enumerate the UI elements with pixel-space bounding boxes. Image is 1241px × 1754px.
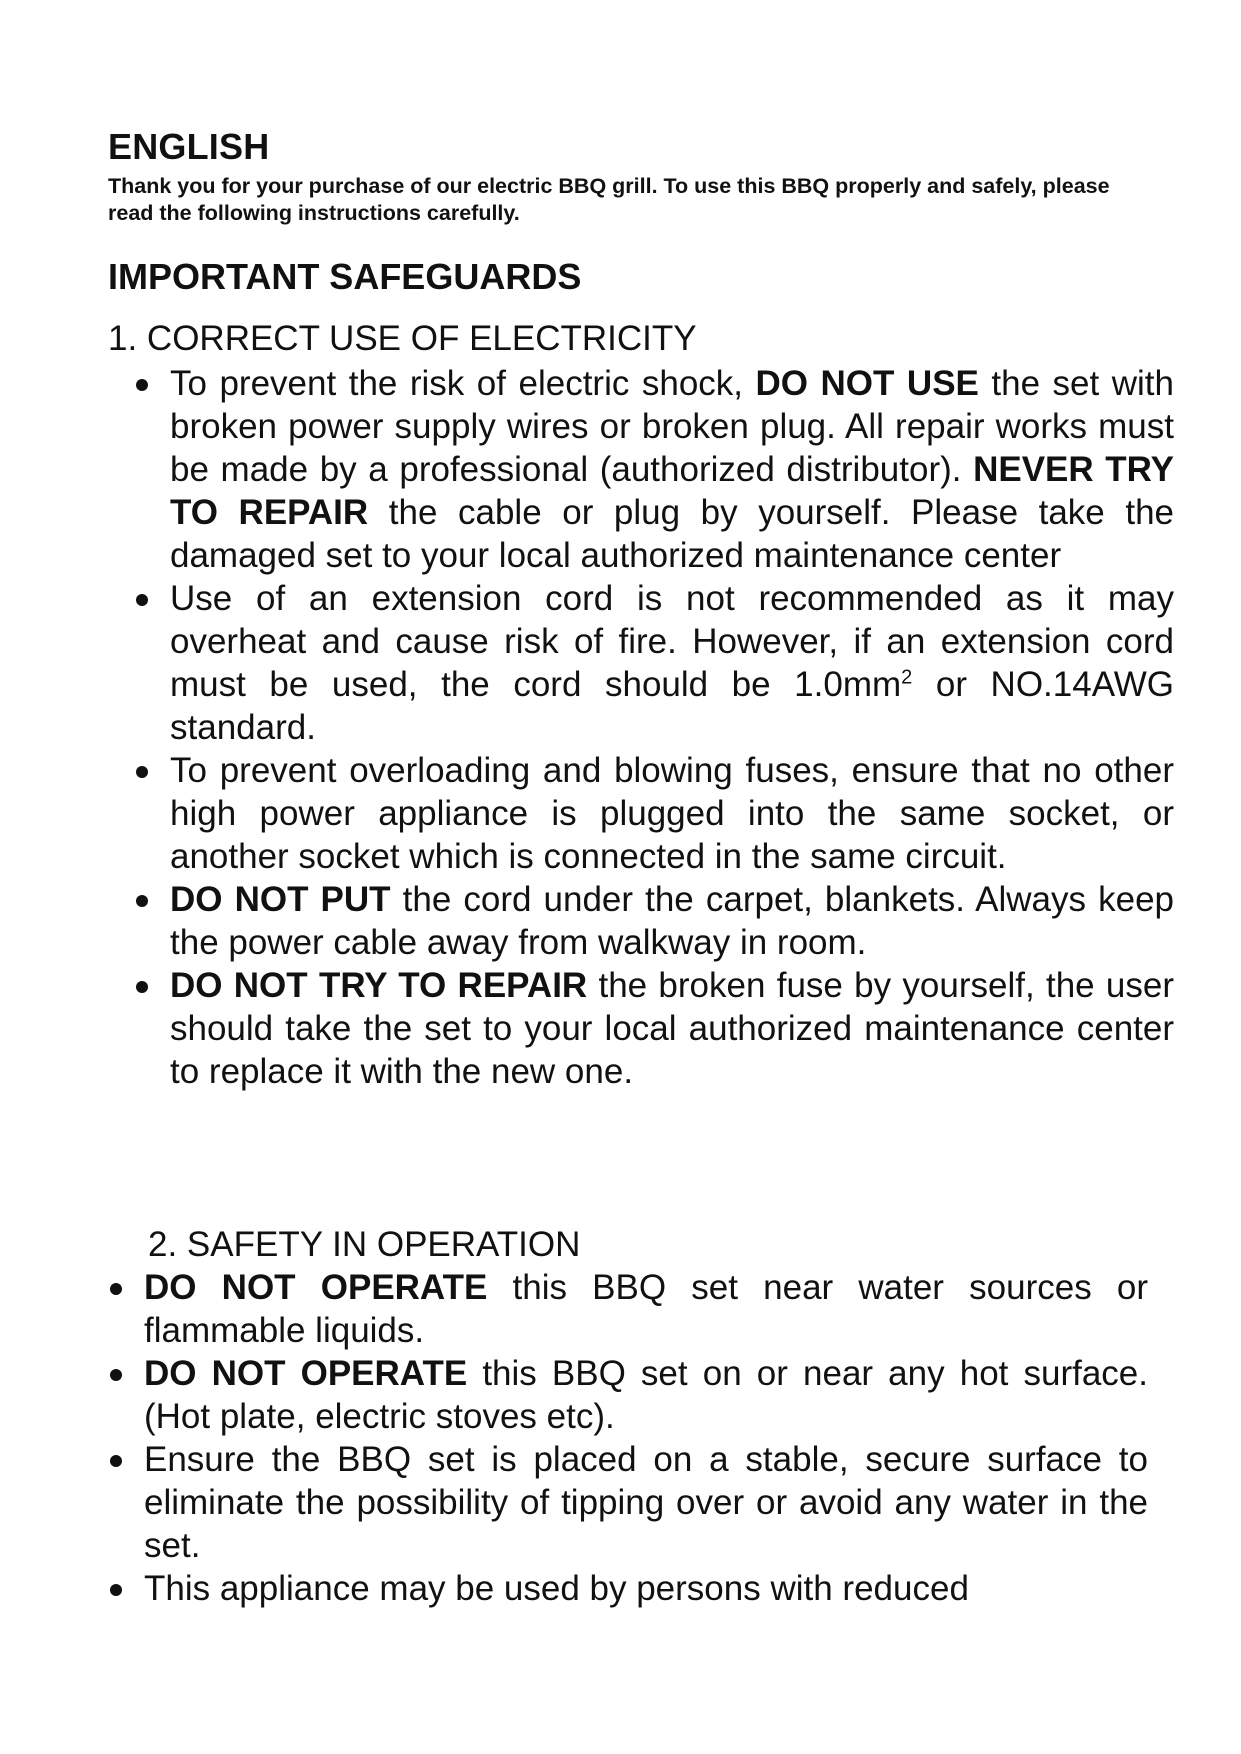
operation-list: [108, 1266, 1148, 1610]
bullet-icon: [110, 1369, 122, 1381]
electricity-list: [134, 362, 1174, 1093]
list-item: Ensure the BBQ set is placed on a stable, secure surface to eliminate the possibility of tipping over or avoid any water in the set.: [108, 1438, 1148, 1567]
bullet-icon: [110, 1455, 122, 1467]
section-heading-electricity: 1. CORRECT USE OF ELECTRICITY: [108, 319, 697, 358]
list-item: DO NOT OPERATE this BBQ set on or near any hot surface. (Hot plate, electric stoves etc).: [108, 1352, 1148, 1438]
list-item: DO NOT TRY TO REPAIR the broken fuse by yourself, the user should take the set to your local authorized maintenance center to replace it with the new one.: [134, 964, 1174, 1093]
list-item: DO NOT PUT the cord under the carpet, blankets. Always keep the power cable away from walkway in room.: [134, 878, 1174, 964]
bullet-icon: [136, 766, 148, 778]
list-item: To prevent overloading and blowing fuses, ensure that no other high power appliance is plugged into the same socket, or another socket which is connected in the same circuit.: [134, 749, 1174, 878]
bullet-icon: [136, 981, 148, 993]
bullet-icon: [110, 1283, 122, 1295]
list-item: This appliance may be used by persons with reduced: [108, 1567, 1148, 1610]
bullet-icon: [110, 1584, 122, 1596]
list-item: Use of an extension cord is not recommended as it may overheat and cause risk of fire. However, if an extension cord must be used, the cord should be $1.0mm^2$ or NO.14AWG standard.: [134, 577, 1174, 749]
language-heading: ENGLISH: [108, 126, 270, 167]
safeguards-heading: IMPORTANT SAFEGUARDS: [108, 256, 582, 297]
bullet-icon: [136, 594, 148, 606]
list-item: To prevent the risk of electric shock, DO NOT USE the set with broken power supply wires or broken plug. All repair works must be made by a professional (authorized distributor). NEVER TRY TO REPAIR the cable or plug by yourself. Please take the damaged set to your local authorized maintenance center: [134, 362, 1174, 577]
bullet-icon: [136, 895, 148, 907]
section-heading-operation: 2. SAFETY IN OPERATION: [148, 1225, 581, 1264]
list-item: DO NOT OPERATE this BBQ set near water sources or flammable liquids.: [108, 1266, 1148, 1352]
intro-paragraph: Thank you for your purchase of our electric BBQ grill. To use this BBQ properly and safely, please read the following instructions carefully.: [108, 174, 1110, 225]
bullet-icon: [136, 379, 148, 391]
